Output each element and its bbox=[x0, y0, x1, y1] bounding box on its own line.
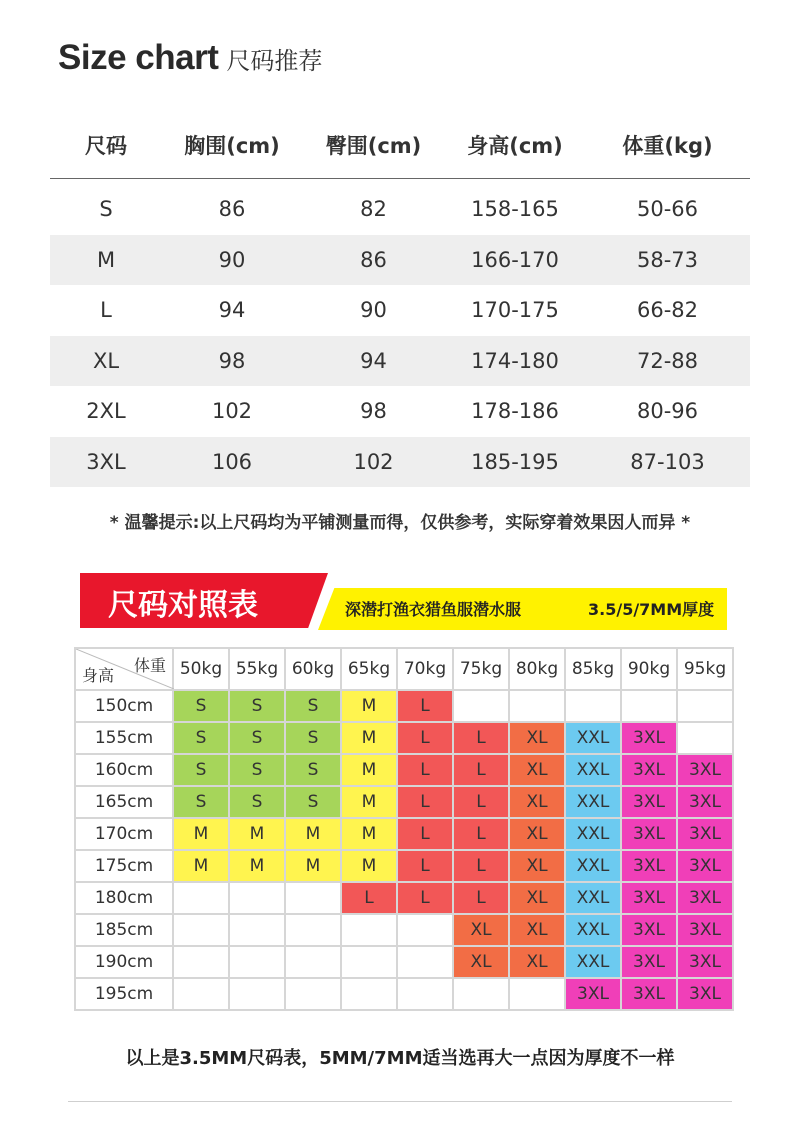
spec-header-row bbox=[50, 112, 750, 179]
col-chest: 胸围(cm) bbox=[162, 112, 302, 179]
col-size: 尺码 bbox=[50, 112, 162, 179]
grid-row bbox=[75, 754, 733, 786]
grid-row bbox=[75, 882, 733, 914]
size-cell: L bbox=[453, 882, 509, 914]
size-cell bbox=[677, 690, 733, 722]
size-cell: L bbox=[397, 882, 453, 914]
height-label: 175cm bbox=[75, 850, 173, 882]
grid-header-row bbox=[75, 648, 733, 690]
size-cell: 3XL bbox=[621, 786, 677, 818]
size-cell: XXL bbox=[565, 850, 621, 882]
size-cell: M bbox=[229, 850, 285, 882]
size-cell: M bbox=[173, 818, 229, 850]
size-cell: 3XL bbox=[621, 978, 677, 1010]
size-cell: 3XL bbox=[677, 914, 733, 946]
size-cell: XL bbox=[453, 946, 509, 978]
size-cell: XL bbox=[509, 882, 565, 914]
grid-row bbox=[75, 946, 733, 978]
size-cell: XXL bbox=[565, 946, 621, 978]
size-cell: L bbox=[397, 818, 453, 850]
spec-cell: S bbox=[99, 197, 113, 222]
spec-cell: 50-66 bbox=[636, 197, 699, 222]
col-height: 身高(cm) bbox=[445, 112, 585, 179]
spec-cell: 82 bbox=[360, 197, 387, 222]
size-cell bbox=[565, 690, 621, 722]
size-cell: L bbox=[453, 818, 509, 850]
spec-cell: L bbox=[100, 298, 112, 323]
size-cell: XL bbox=[509, 786, 565, 818]
size-cell bbox=[341, 914, 397, 946]
size-cell: S bbox=[285, 722, 341, 754]
size-cell: L bbox=[397, 722, 453, 754]
banner-title: 尺码对照表 bbox=[108, 588, 258, 623]
size-cell: S bbox=[173, 690, 229, 722]
grid-row bbox=[75, 818, 733, 850]
size-cell: S bbox=[229, 754, 285, 786]
spec-cell: 185-195 bbox=[445, 437, 585, 488]
size-cell bbox=[397, 978, 453, 1010]
spec-cell: 90 bbox=[162, 235, 302, 286]
spec-cell: 174-180 bbox=[445, 336, 585, 387]
size-cell: S bbox=[173, 754, 229, 786]
size-cell: L bbox=[397, 690, 453, 722]
size-cell: L bbox=[453, 850, 509, 882]
weight-header: 75kg bbox=[453, 648, 509, 690]
size-cell: S bbox=[229, 786, 285, 818]
spec-row bbox=[50, 336, 750, 387]
size-cell: S bbox=[229, 690, 285, 722]
size-cell: L bbox=[453, 786, 509, 818]
col-weight: 体重(kg) bbox=[585, 112, 750, 179]
grid-row bbox=[75, 850, 733, 882]
banner-subtitle: 深潜打渔衣猎鱼服潜水服 bbox=[345, 600, 522, 619]
weight-header: 50kg bbox=[173, 648, 229, 690]
size-cell bbox=[341, 946, 397, 978]
spec-cell: 106 bbox=[162, 437, 302, 488]
col-hip: 臀围(cm) bbox=[302, 112, 445, 179]
size-cell: 3XL bbox=[565, 978, 621, 1010]
size-cell: XL bbox=[509, 722, 565, 754]
size-cell: XL bbox=[509, 914, 565, 946]
spec-cell: 87-103 bbox=[585, 437, 750, 488]
spec-cell: 3XL bbox=[50, 437, 162, 488]
title-cn: 尺码推荐 bbox=[226, 47, 323, 75]
size-cell: S bbox=[229, 722, 285, 754]
spec-cell: 86 bbox=[302, 235, 445, 286]
size-cell: M bbox=[341, 690, 397, 722]
size-cell bbox=[285, 882, 341, 914]
size-cell bbox=[285, 946, 341, 978]
spec-cell: 86 bbox=[218, 197, 246, 222]
size-cell bbox=[285, 914, 341, 946]
size-cell: 3XL bbox=[677, 850, 733, 882]
size-cell: 3XL bbox=[621, 818, 677, 850]
size-cell bbox=[453, 978, 509, 1010]
spec-row bbox=[50, 235, 750, 286]
spec-cell: 94 bbox=[302, 336, 445, 387]
size-cell: 3XL bbox=[621, 850, 677, 882]
size-spec-table bbox=[50, 112, 750, 487]
size-cell: 3XL bbox=[677, 882, 733, 914]
height-label: 150cm bbox=[75, 690, 173, 722]
height-label: 190cm bbox=[75, 946, 173, 978]
size-cell bbox=[509, 978, 565, 1010]
height-label: 160cm bbox=[75, 754, 173, 786]
spec-cell: 80-96 bbox=[636, 399, 699, 424]
spec-cell: XL bbox=[50, 336, 162, 387]
size-cell: M bbox=[229, 818, 285, 850]
spec-cell: 102 bbox=[211, 399, 253, 424]
size-cell: M bbox=[173, 850, 229, 882]
weight-header: 65kg bbox=[341, 648, 397, 690]
size-cell bbox=[229, 978, 285, 1010]
grid-row bbox=[75, 978, 733, 1010]
size-cell: 3XL bbox=[677, 946, 733, 978]
title-en: Size chart bbox=[58, 38, 219, 77]
size-cell bbox=[173, 914, 229, 946]
height-label: 185cm bbox=[75, 914, 173, 946]
size-cell: 3XL bbox=[677, 978, 733, 1010]
size-cell bbox=[621, 690, 677, 722]
height-label: 165cm bbox=[75, 786, 173, 818]
spec-cell: 178-186 bbox=[471, 399, 559, 424]
height-label: 170cm bbox=[75, 818, 173, 850]
spec-cell: 170-175 bbox=[471, 298, 559, 323]
spec-cell: M bbox=[50, 235, 162, 286]
size-cell: M bbox=[285, 818, 341, 850]
height-label: 180cm bbox=[75, 882, 173, 914]
size-cell: S bbox=[173, 786, 229, 818]
size-cell bbox=[229, 914, 285, 946]
size-lookup-grid bbox=[74, 647, 734, 1011]
size-cell: XL bbox=[509, 818, 565, 850]
size-cell bbox=[173, 946, 229, 978]
spec-cell: 166-170 bbox=[445, 235, 585, 286]
corner-weight-label: 体重 bbox=[133, 656, 166, 675]
size-cell: S bbox=[285, 786, 341, 818]
size-cell: M bbox=[285, 850, 341, 882]
size-cell: 3XL bbox=[677, 754, 733, 786]
size-cell: M bbox=[341, 850, 397, 882]
grid-row bbox=[75, 722, 733, 754]
spec-cell: 158-165 bbox=[471, 197, 559, 222]
size-cell: XXL bbox=[565, 722, 621, 754]
weight-header: 60kg bbox=[285, 648, 341, 690]
size-cell: 3XL bbox=[621, 914, 677, 946]
size-cell: S bbox=[285, 754, 341, 786]
size-cell: M bbox=[341, 722, 397, 754]
size-cell: 3XL bbox=[621, 722, 677, 754]
spec-cell: 58-73 bbox=[585, 235, 750, 286]
size-cell: XXL bbox=[565, 818, 621, 850]
size-cell: XXL bbox=[565, 754, 621, 786]
size-cell: L bbox=[453, 754, 509, 786]
corner-height-label: 身高 bbox=[82, 666, 115, 685]
size-cell: XXL bbox=[565, 786, 621, 818]
size-cell: XXL bbox=[565, 882, 621, 914]
size-cell: S bbox=[285, 690, 341, 722]
size-cell bbox=[229, 882, 285, 914]
size-cell: 3XL bbox=[621, 882, 677, 914]
grid-row bbox=[75, 690, 733, 722]
banner-thickness: 3.5/5/7MM厚度 bbox=[588, 600, 715, 619]
height-label: 155cm bbox=[75, 722, 173, 754]
spec-row bbox=[50, 437, 750, 488]
size-cell: L bbox=[397, 754, 453, 786]
size-cell bbox=[453, 690, 509, 722]
weight-header: 90kg bbox=[621, 648, 677, 690]
spec-cell: 72-88 bbox=[585, 336, 750, 387]
sizing-note: * 温馨提示:以上尺码均为平铺测量而得，仅供参考，实际穿着效果因人而异 * bbox=[109, 513, 691, 533]
spec-row bbox=[50, 184, 750, 235]
size-cell: XL bbox=[453, 914, 509, 946]
size-cell: M bbox=[341, 754, 397, 786]
page-header bbox=[58, 38, 322, 78]
spec-cell: 102 bbox=[302, 437, 445, 488]
size-cell: S bbox=[173, 722, 229, 754]
size-cell bbox=[677, 722, 733, 754]
size-cell bbox=[173, 882, 229, 914]
bottom-divider bbox=[68, 1101, 732, 1102]
footer-note: 以上是3.5MM尺码表，5MM/7MM适当选再大一点因为厚度不一样 bbox=[125, 1048, 675, 1069]
spec-cell: 2XL bbox=[86, 399, 126, 424]
spec-row bbox=[50, 386, 750, 437]
grid-row bbox=[75, 786, 733, 818]
size-cell bbox=[397, 946, 453, 978]
size-cell: L bbox=[453, 722, 509, 754]
size-cell: XXL bbox=[565, 914, 621, 946]
size-cell bbox=[341, 978, 397, 1010]
size-cell: 3XL bbox=[621, 754, 677, 786]
size-cell: L bbox=[397, 850, 453, 882]
weight-header: 85kg bbox=[565, 648, 621, 690]
size-cell: L bbox=[341, 882, 397, 914]
size-cell: XL bbox=[509, 850, 565, 882]
size-cell: L bbox=[397, 786, 453, 818]
height-label: 195cm bbox=[75, 978, 173, 1010]
weight-header: 95kg bbox=[677, 648, 733, 690]
spec-cell: 66-82 bbox=[636, 298, 699, 323]
weight-header: 70kg bbox=[397, 648, 453, 690]
spec-cell: 98 bbox=[360, 399, 387, 424]
size-cell: 3XL bbox=[621, 946, 677, 978]
spec-row bbox=[50, 285, 750, 336]
size-cell: 3XL bbox=[677, 818, 733, 850]
size-cell: XL bbox=[509, 946, 565, 978]
size-cell bbox=[397, 914, 453, 946]
spec-cell: 98 bbox=[162, 336, 302, 387]
size-cell: XL bbox=[509, 754, 565, 786]
weight-header: 80kg bbox=[509, 648, 565, 690]
spec-cell: 90 bbox=[360, 298, 387, 323]
size-cell bbox=[229, 946, 285, 978]
size-cell bbox=[285, 978, 341, 1010]
weight-header: 55kg bbox=[229, 648, 285, 690]
grid-corner bbox=[75, 648, 173, 690]
size-cell: M bbox=[341, 818, 397, 850]
spec-cell: 94 bbox=[218, 298, 246, 323]
grid-row bbox=[75, 914, 733, 946]
size-cell bbox=[509, 690, 565, 722]
size-cell bbox=[173, 978, 229, 1010]
size-cell: 3XL bbox=[677, 786, 733, 818]
size-cell: M bbox=[341, 786, 397, 818]
